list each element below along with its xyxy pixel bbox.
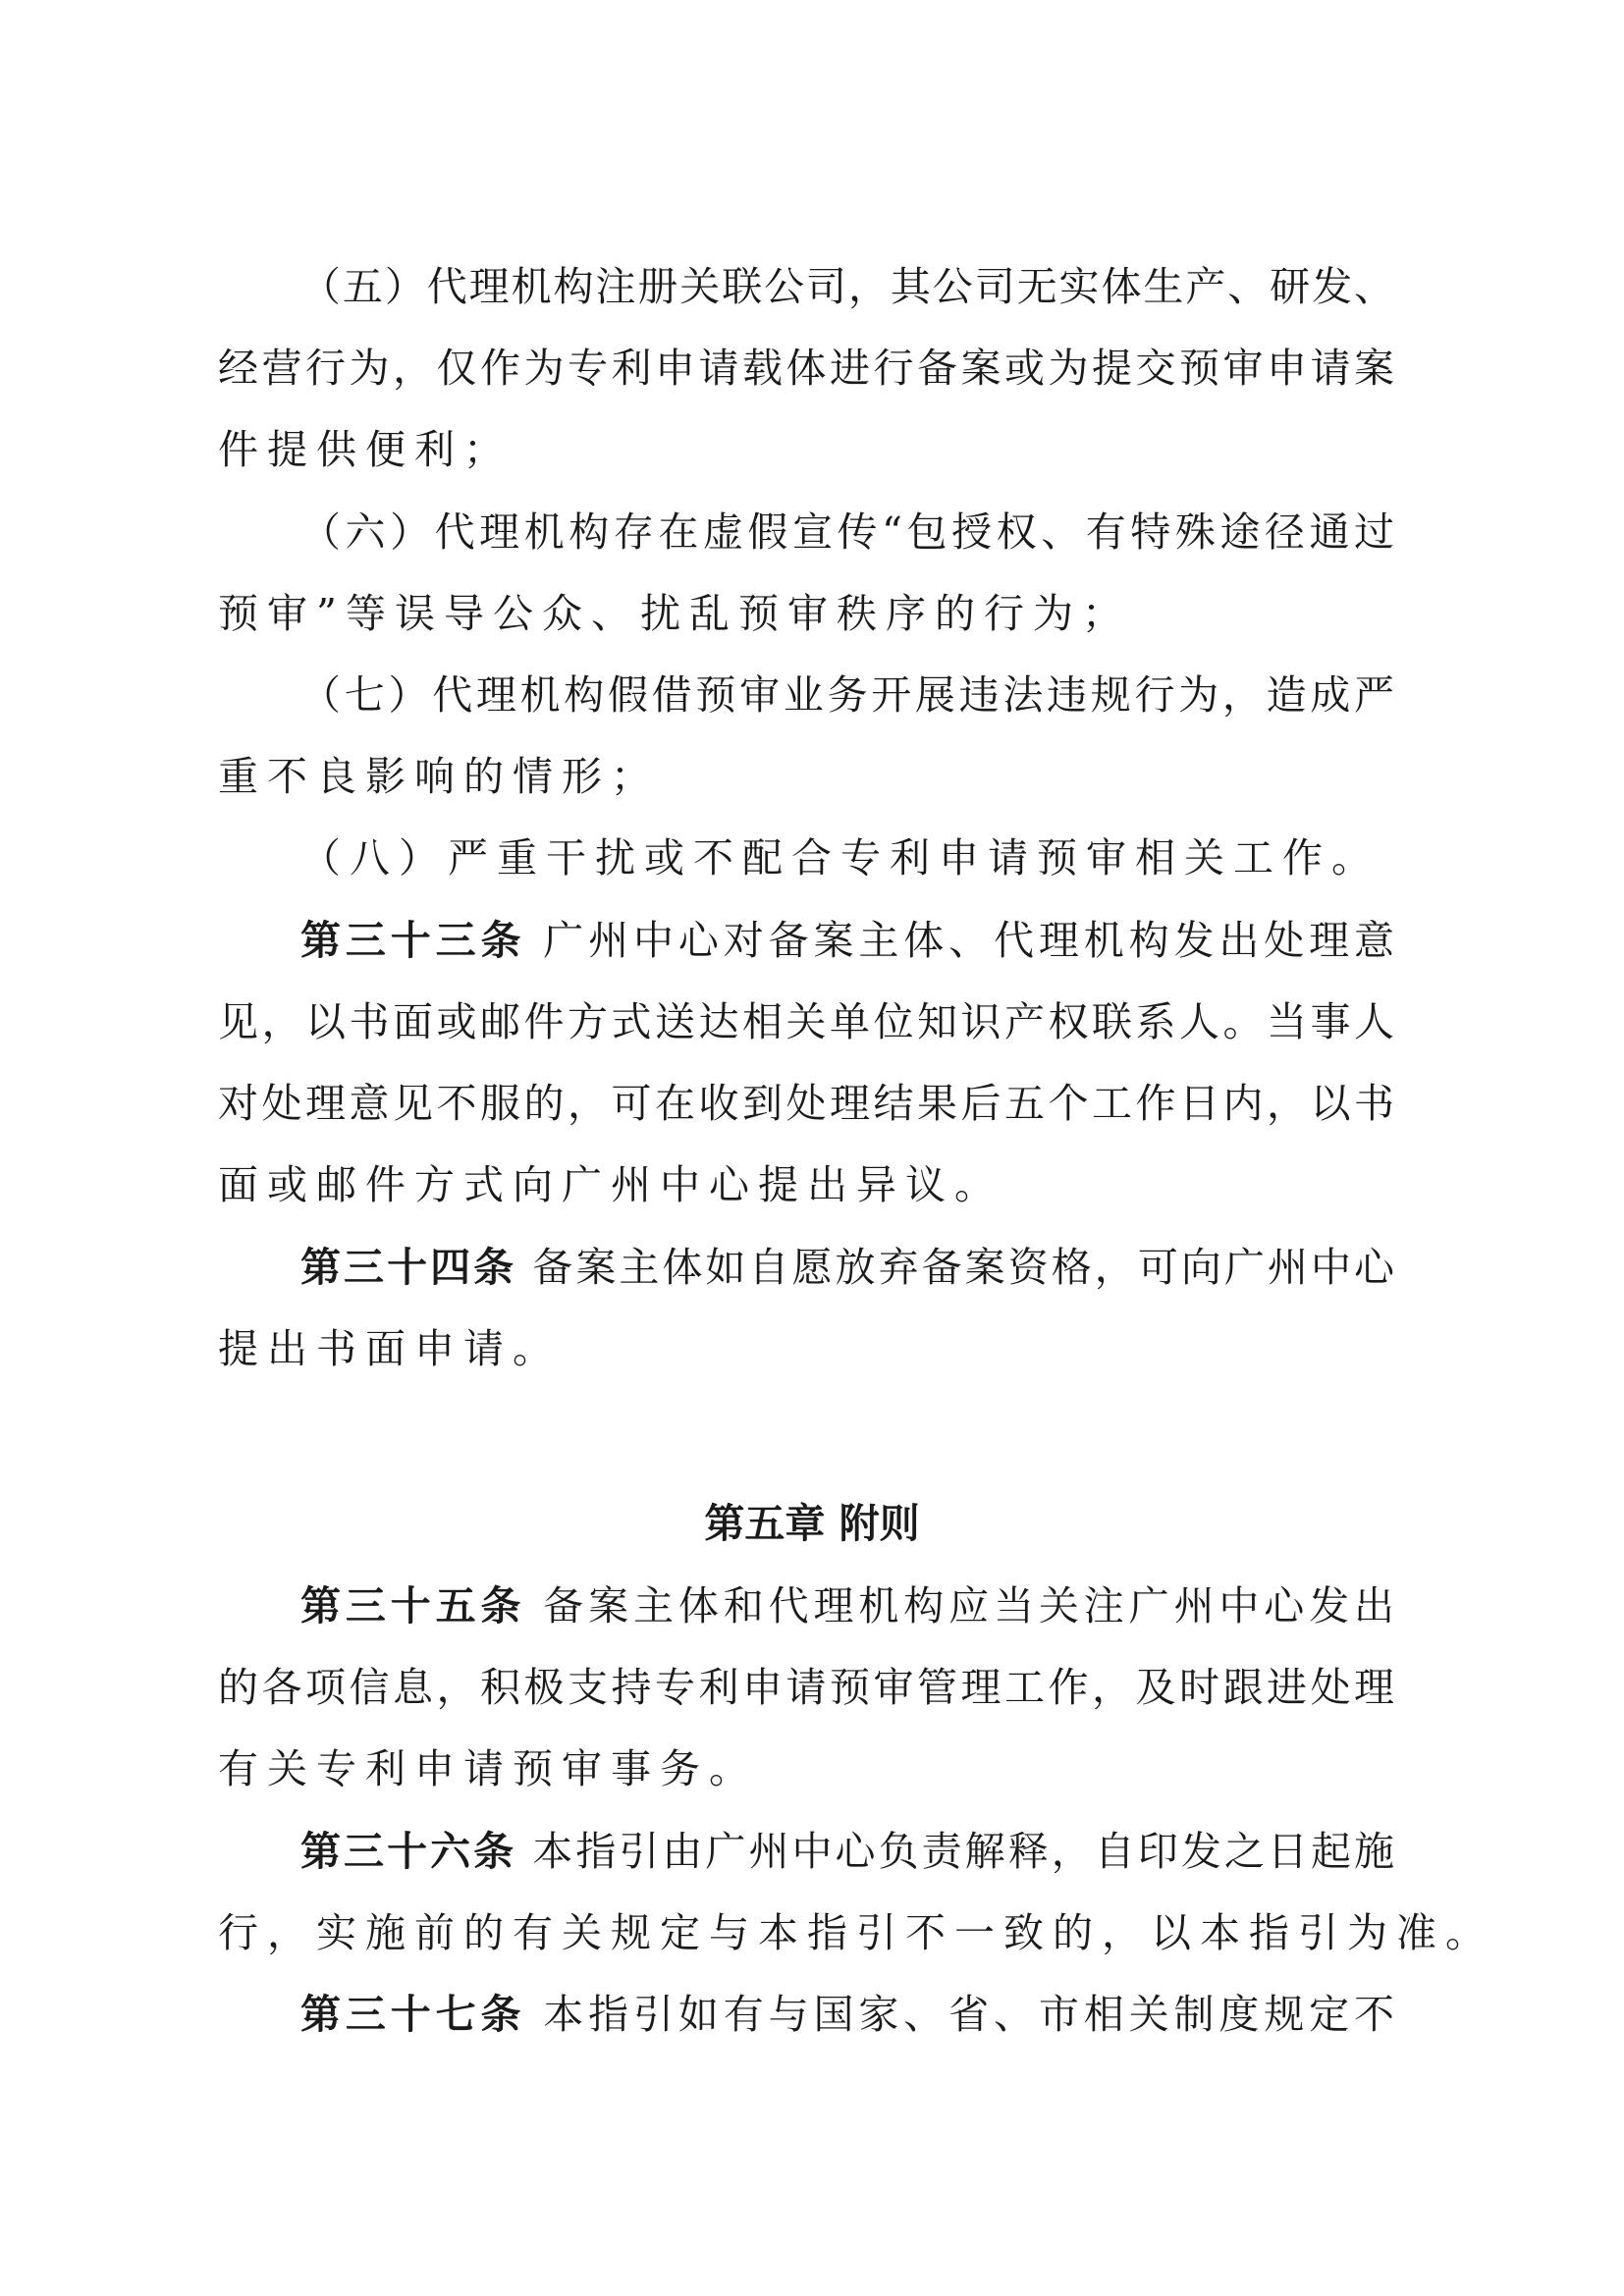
- article-34-line-1: [300, 1238, 1394, 1297]
- article-33-label: 第三十三条: [300, 917, 526, 964]
- chapter-heading: 第五章 附则: [704, 1500, 920, 1547]
- item-6-line-1: （六）代理机构存在虚假宣传“包授权、有特殊途径通过: [300, 508, 1394, 556]
- article-34-line-2: 提出书面申请。: [218, 1325, 562, 1372]
- article-37-label: 第三十七条: [300, 1991, 526, 2038]
- article-37-text-1: 本指引如有与国家、省、市相关制度规定不: [525, 1991, 1395, 2038]
- article-35-line-2: 的各项信息，积极支持专利申请预审管理工作，及时跟进处理: [218, 1664, 1394, 1711]
- article-36-line-1: [300, 1822, 1394, 1881]
- item-6-line-2: 预审”等误导公众、扰乱预审秩序的行为；: [218, 590, 1131, 637]
- item-5-line-3: 件提供便利；: [218, 426, 513, 473]
- article-35-line-3: 有关专利申请预审事务。: [218, 1745, 758, 1792]
- article-33-line-4: 面或邮件方式向广州中心提出异议。: [218, 1161, 1003, 1208]
- article-36-label: 第三十六条: [300, 1828, 517, 1875]
- article-37-line-1: [300, 1985, 1394, 2044]
- item-7-line-2: 重不良影响的情形；: [218, 753, 660, 800]
- item-8-line-1: （八）严重干扰或不配合专利申请预审相关工作。: [300, 834, 1380, 881]
- article-35-line-1: [300, 1576, 1394, 1635]
- article-34-text-1: 备案主体如自愿放弃备案资格，可向广州中心: [516, 1244, 1395, 1291]
- item-5-line-2: 经营行为，仅作为专利申请载体进行备案或为提交预审申请案: [218, 345, 1394, 392]
- article-35-text-1: 备案主体和代理机构应当关注广州中心发出: [525, 1582, 1395, 1629]
- item-7-line-1: （七）代理机构假借预审业务开展违法违规行为，造成严: [300, 671, 1394, 719]
- article-33-text-1: 广州中心对备案主体、代理机构发出处理意: [525, 917, 1395, 964]
- article-34-label: 第三十四条: [300, 1244, 517, 1291]
- article-35-label: 第三十五条: [300, 1582, 526, 1629]
- article-33-line-1: [300, 911, 1394, 970]
- article-33-line-3: 对处理意见不服的，可在收到处理结果后五个工作日内，以书: [218, 1080, 1394, 1127]
- article-36-text-1: 本指引由广州中心负责解释，自印发之日起施: [516, 1828, 1395, 1875]
- item-5-line-1: （五）代理机构注册关联公司，其公司无实体生产、研发、: [300, 263, 1394, 310]
- article-36-line-2: 行，实施前的有关规定与本指引不一致的，以本指引为准。: [218, 1909, 1494, 1956]
- article-33-line-2: 见，以书面或邮件方式送达相关单位知识产权联系人。当事人: [218, 998, 1394, 1045]
